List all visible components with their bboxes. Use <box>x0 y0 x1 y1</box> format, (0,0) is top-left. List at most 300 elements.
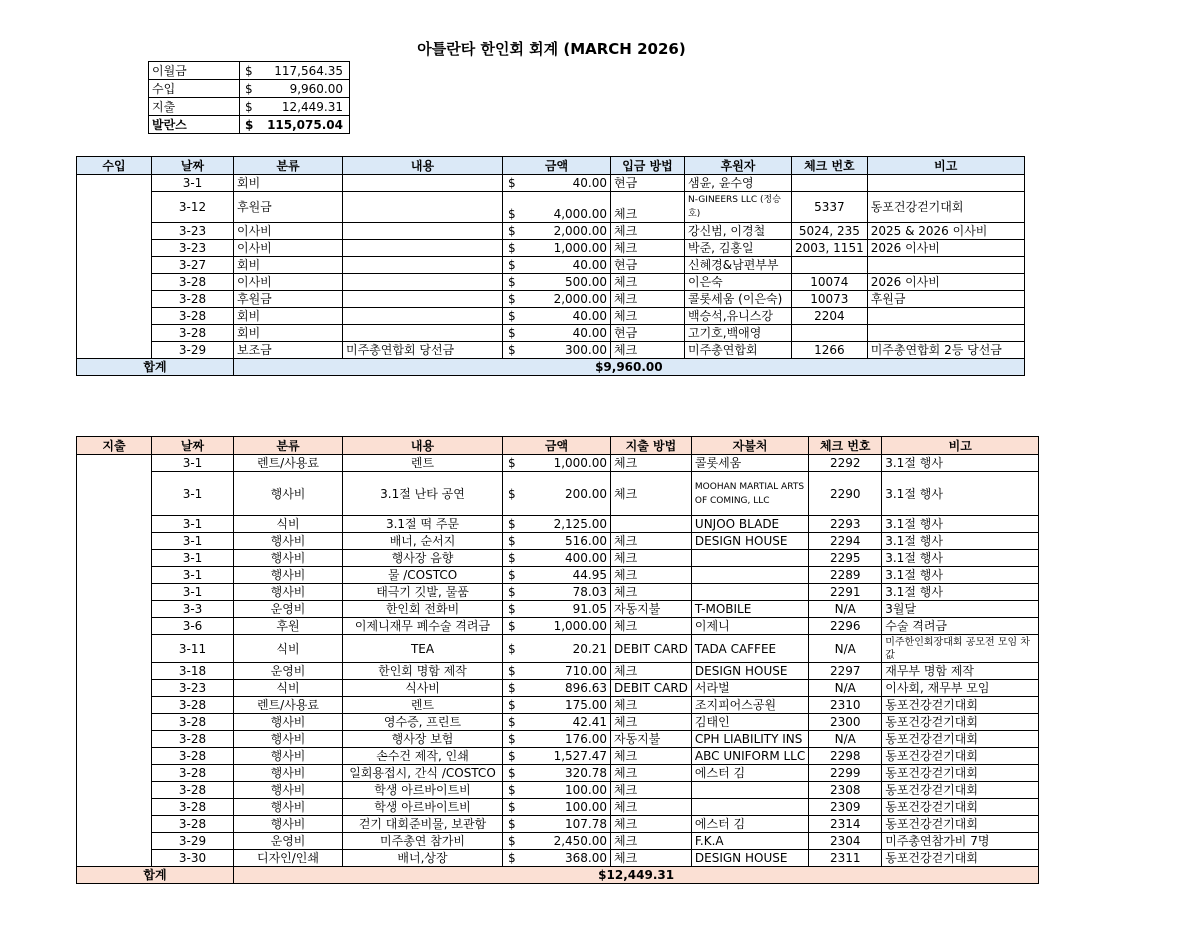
date-cell: 3-28 <box>152 714 234 731</box>
amount-cell: 320.78 <box>523 765 611 782</box>
category-cell: 식비 <box>234 635 343 663</box>
check-number-cell: 10074 <box>792 274 868 291</box>
payee-cell: 조지피어스공원 <box>691 697 808 714</box>
column-header: 내용 <box>343 437 503 455</box>
description-cell: TEA <box>343 635 503 663</box>
column-header: 체크 번호 <box>809 437 882 455</box>
description-cell: 식사비 <box>343 680 503 697</box>
category-cell: 후원 <box>234 618 343 635</box>
currency-cell: $ <box>503 635 523 663</box>
check-number-cell: 2295 <box>809 550 882 567</box>
check-number-cell: 2296 <box>809 618 882 635</box>
column-header: 입금 방법 <box>611 157 685 175</box>
category-cell: 행사비 <box>234 472 343 516</box>
note-cell: 3.1절 행사 <box>882 516 1039 533</box>
category-cell: 행사비 <box>234 731 343 748</box>
amount-cell: 175.00 <box>523 697 611 714</box>
amount-cell: 44.95 <box>523 567 611 584</box>
date-cell: 3-29 <box>152 342 234 359</box>
note-cell <box>867 175 1024 192</box>
category-cell: 행사비 <box>234 584 343 601</box>
table-row <box>77 325 1025 342</box>
category-cell: 회비 <box>234 325 343 342</box>
payee-cell: N-GINEERS LLC (정승호) <box>685 192 792 223</box>
date-cell: 3-27 <box>152 257 234 274</box>
payee-cell: 신혜경&남편부부 <box>685 257 792 274</box>
table-row <box>77 799 1039 816</box>
amount-cell: 200.00 <box>523 472 611 516</box>
amount-cell: 78.03 <box>523 584 611 601</box>
payee-cell: TADA CAFFEE <box>691 635 808 663</box>
amount-cell: 710.00 <box>523 663 611 680</box>
table-row <box>77 782 1039 799</box>
description-cell: 행사장 음향 <box>343 550 503 567</box>
currency-cell: $ <box>503 308 523 325</box>
check-number-cell: 2292 <box>809 455 882 472</box>
table-row <box>77 601 1039 618</box>
date-cell: 3-18 <box>152 663 234 680</box>
category-cell: 이사비 <box>234 274 343 291</box>
column-header: 지출 방법 <box>611 437 692 455</box>
payee-cell: DESIGN HOUSE <box>691 533 808 550</box>
note-cell: 미주한인회장대회 공모전 모임 차값 <box>882 635 1039 663</box>
description-cell <box>343 291 503 308</box>
amount-cell: 4,000.00 <box>523 192 611 223</box>
method-cell: 체크 <box>611 850 692 867</box>
method-cell: 체크 <box>611 765 692 782</box>
check-number-cell: 2311 <box>809 850 882 867</box>
description-cell: 한인회 명함 제작 <box>343 663 503 680</box>
description-cell: 걷기 대회준비물, 보관함 <box>343 816 503 833</box>
column-header: 비고 <box>867 157 1024 175</box>
date-cell: 3-1 <box>152 472 234 516</box>
summary-currency: $ <box>240 116 259 134</box>
note-cell: 3.1절 행사 <box>882 584 1039 601</box>
description-cell <box>343 192 503 223</box>
summary-label: 지출 <box>149 98 240 116</box>
note-cell: 2026 이사비 <box>867 240 1024 257</box>
amount-cell: 40.00 <box>523 175 611 192</box>
note-cell: 동포건강걷기대회 <box>882 782 1039 799</box>
summary-row <box>149 62 350 80</box>
amount-cell: 1,527.47 <box>523 748 611 765</box>
currency-cell: $ <box>503 533 523 550</box>
method-cell: 체크 <box>611 567 692 584</box>
table-row <box>77 748 1039 765</box>
total-row <box>77 867 1039 884</box>
payee-cell: 백승석,유니스강 <box>685 308 792 325</box>
check-number-cell <box>792 325 868 342</box>
currency-cell: $ <box>503 223 523 240</box>
date-cell: 3-1 <box>152 175 234 192</box>
category-cell: 회비 <box>234 257 343 274</box>
table-row <box>77 680 1039 697</box>
note-cell: 3.1절 행사 <box>882 550 1039 567</box>
column-header: 내용 <box>343 157 503 175</box>
table-row <box>77 731 1039 748</box>
check-number-cell: 2314 <box>809 816 882 833</box>
summary-currency: $ <box>240 80 259 98</box>
summary-value: 117,564.35 <box>258 62 350 80</box>
category-cell: 행사비 <box>234 748 343 765</box>
payee-cell: 서라벌 <box>691 680 808 697</box>
date-cell: 3-1 <box>152 455 234 472</box>
check-number-cell: 2291 <box>809 584 882 601</box>
currency-cell: $ <box>503 748 523 765</box>
check-number-cell: 2309 <box>809 799 882 816</box>
column-header: 후원자 <box>685 157 792 175</box>
check-number-cell: N/A <box>809 601 882 618</box>
column-header: 금액 <box>503 157 611 175</box>
description-cell: 물 /COSTCO <box>343 567 503 584</box>
payee-cell: F.K.A <box>691 833 808 850</box>
date-cell: 3-29 <box>152 833 234 850</box>
method-cell: 체크 <box>611 192 685 223</box>
table-row <box>77 584 1039 601</box>
amount-cell: 107.78 <box>523 816 611 833</box>
description-cell: 이제니재무 폐수술 격려금 <box>343 618 503 635</box>
amount-cell: 1,000.00 <box>523 455 611 472</box>
amount-cell: 2,000.00 <box>523 291 611 308</box>
note-cell: 이사회, 재무부 모임 <box>882 680 1039 697</box>
category-cell: 운영비 <box>234 601 343 618</box>
date-cell: 3-28 <box>152 731 234 748</box>
method-cell: 현금 <box>611 257 685 274</box>
payee-cell: 샘윤, 윤수영 <box>685 175 792 192</box>
category-cell: 회비 <box>234 308 343 325</box>
date-cell: 3-1 <box>152 516 234 533</box>
date-cell: 3-28 <box>152 799 234 816</box>
payee-cell <box>691 550 808 567</box>
category-cell: 행사비 <box>234 782 343 799</box>
payee-cell: MOOHAN MARTIAL ARTS OF COMING, LLC <box>691 472 808 516</box>
summary-label: 이월금 <box>149 62 240 80</box>
method-cell: 체크 <box>611 663 692 680</box>
description-cell: 한인회 전화비 <box>343 601 503 618</box>
payee-cell <box>691 782 808 799</box>
note-cell: 동포건강걷기대회 <box>882 697 1039 714</box>
note-cell: 동포건강걷기대회 <box>882 765 1039 782</box>
check-number-cell: 2298 <box>809 748 882 765</box>
description-cell <box>343 325 503 342</box>
table-row <box>77 472 1039 516</box>
note-cell: 미주총연참가비 7명 <box>882 833 1039 850</box>
date-cell: 3-3 <box>152 601 234 618</box>
summary-value: 9,960.00 <box>258 80 350 98</box>
category-cell: 행사비 <box>234 816 343 833</box>
check-number-cell: N/A <box>809 680 882 697</box>
check-number-cell: 2300 <box>809 714 882 731</box>
category-cell: 행사비 <box>234 533 343 550</box>
method-cell: 체크 <box>611 816 692 833</box>
payee-cell: DESIGN HOUSE <box>691 663 808 680</box>
method-cell: 체크 <box>611 342 685 359</box>
payee-cell: CPH LIABILITY INS <box>691 731 808 748</box>
currency-cell: $ <box>503 325 523 342</box>
table-row <box>77 697 1039 714</box>
table-row <box>77 308 1025 325</box>
check-number-cell: 2299 <box>809 765 882 782</box>
amount-cell: 368.00 <box>523 850 611 867</box>
payee-cell: 콜롯세움 <box>691 455 808 472</box>
description-cell: 학생 아르바이트비 <box>343 799 503 816</box>
report-title: 아틀란타 한인회 회계 (MARCH 2026) <box>417 40 686 58</box>
date-cell: 3-12 <box>152 192 234 223</box>
method-cell: 체크 <box>611 274 685 291</box>
amount-cell: 40.00 <box>523 325 611 342</box>
table-row <box>77 635 1039 663</box>
note-cell: 동포건강걷기대회 <box>882 850 1039 867</box>
description-cell <box>343 175 503 192</box>
payee-cell <box>691 584 808 601</box>
category-cell: 회비 <box>234 175 343 192</box>
category-cell: 식비 <box>234 516 343 533</box>
date-cell: 3-23 <box>152 223 234 240</box>
check-number-cell: 2204 <box>792 308 868 325</box>
category-cell: 운영비 <box>234 833 343 850</box>
category-cell: 운영비 <box>234 663 343 680</box>
payee-cell: 박준, 김홍일 <box>685 240 792 257</box>
currency-cell: $ <box>503 663 523 680</box>
table-row <box>77 274 1025 291</box>
note-cell: 동포건강걷기대회 <box>882 816 1039 833</box>
check-number-cell: 2003, 1151 <box>792 240 868 257</box>
check-number-cell: 2310 <box>809 697 882 714</box>
table-row <box>77 816 1039 833</box>
description-cell <box>343 257 503 274</box>
currency-cell: $ <box>503 516 523 533</box>
amount-cell: 516.00 <box>523 533 611 550</box>
currency-cell: $ <box>503 618 523 635</box>
method-cell: 체크 <box>611 799 692 816</box>
check-number-cell: 5024, 235 <box>792 223 868 240</box>
payee-cell: 이제니 <box>691 618 808 635</box>
summary-value: 115,075.04 <box>258 116 350 134</box>
note-cell: 미주총연합회 2등 당선금 <box>867 342 1024 359</box>
column-header: 날짜 <box>152 437 234 455</box>
method-cell: 체크 <box>611 240 685 257</box>
payee-cell: ABC UNIFORM LLC <box>691 748 808 765</box>
date-cell: 3-23 <box>152 680 234 697</box>
table-row <box>77 833 1039 850</box>
description-cell: 미주총연합회 당선금 <box>343 342 503 359</box>
date-cell: 3-1 <box>152 567 234 584</box>
method-cell: 체크 <box>611 533 692 550</box>
summary-table <box>148 61 350 134</box>
category-cell: 후원금 <box>234 192 343 223</box>
method-cell <box>611 516 692 533</box>
method-cell: 체크 <box>611 472 692 516</box>
date-cell: 3-28 <box>152 816 234 833</box>
description-cell: 일회용접시, 간식 /COSTCO <box>343 765 503 782</box>
currency-cell: $ <box>503 782 523 799</box>
check-number-cell: 10073 <box>792 291 868 308</box>
column-header: 비고 <box>882 437 1039 455</box>
table-row <box>77 240 1025 257</box>
amount-cell: 40.00 <box>523 257 611 274</box>
summary-label: 발란스 <box>149 116 240 134</box>
table-row <box>77 618 1039 635</box>
currency-cell: $ <box>503 731 523 748</box>
category-cell: 행사비 <box>234 799 343 816</box>
column-header: 분류 <box>234 437 343 455</box>
summary-row <box>149 116 350 134</box>
check-number-cell <box>792 175 868 192</box>
currency-cell: $ <box>503 816 523 833</box>
note-cell: 3.1절 행사 <box>882 533 1039 550</box>
method-cell: 체크 <box>611 618 692 635</box>
column-header: 지출 <box>77 437 152 455</box>
note-cell: 수술 격려금 <box>882 618 1039 635</box>
check-number-cell: N/A <box>809 731 882 748</box>
currency-cell: $ <box>503 455 523 472</box>
check-number-cell: 1266 <box>792 342 868 359</box>
description-cell <box>343 240 503 257</box>
currency-cell: $ <box>503 240 523 257</box>
method-cell: 체크 <box>611 714 692 731</box>
table-row <box>77 567 1039 584</box>
currency-cell: $ <box>503 175 523 192</box>
note-cell <box>867 257 1024 274</box>
currency-cell: $ <box>503 342 523 359</box>
total-label: 합계 <box>77 359 234 376</box>
method-cell: 체크 <box>611 833 692 850</box>
note-cell: 3.1절 행사 <box>882 472 1039 516</box>
total-value: $9,960.00 <box>234 359 1025 376</box>
check-number-cell: 2289 <box>809 567 882 584</box>
total-value: $12,449.31 <box>234 867 1039 884</box>
description-cell: 배너,상장 <box>343 850 503 867</box>
table-row <box>77 714 1039 731</box>
method-cell: 현금 <box>611 325 685 342</box>
method-cell: 체크 <box>611 291 685 308</box>
date-cell: 3-1 <box>152 584 234 601</box>
payee-cell <box>691 799 808 816</box>
date-cell: 3-28 <box>152 748 234 765</box>
amount-cell: 100.00 <box>523 782 611 799</box>
description-cell: 영수증, 프린트 <box>343 714 503 731</box>
check-number-cell: 2294 <box>809 533 882 550</box>
description-cell: 미주총연 참가비 <box>343 833 503 850</box>
currency-cell: $ <box>503 192 523 223</box>
summary-row <box>149 98 350 116</box>
amount-cell: 2,125.00 <box>523 516 611 533</box>
payee-cell: 고기호,백애영 <box>685 325 792 342</box>
note-cell: 3.1절 행사 <box>882 455 1039 472</box>
amount-cell: 1,000.00 <box>523 240 611 257</box>
table-row <box>77 663 1039 680</box>
summary-row <box>149 80 350 98</box>
description-cell <box>343 308 503 325</box>
date-cell: 3-30 <box>152 850 234 867</box>
category-cell: 식비 <box>234 680 343 697</box>
check-number-cell: 2293 <box>809 516 882 533</box>
date-cell: 3-28 <box>152 274 234 291</box>
amount-cell: 300.00 <box>523 342 611 359</box>
check-number-cell <box>792 257 868 274</box>
note-cell: 2026 이사비 <box>867 274 1024 291</box>
column-header: 체크 번호 <box>792 157 868 175</box>
method-cell: 체크 <box>611 455 692 472</box>
currency-cell: $ <box>503 567 523 584</box>
amount-cell: 2,000.00 <box>523 223 611 240</box>
date-cell: 3-23 <box>152 240 234 257</box>
currency-cell: $ <box>503 850 523 867</box>
table-row <box>77 257 1025 274</box>
category-cell: 후원금 <box>234 291 343 308</box>
check-number-cell: 2290 <box>809 472 882 516</box>
category-cell: 행사비 <box>234 567 343 584</box>
table-row <box>77 455 1039 472</box>
amount-cell: 20.21 <box>523 635 611 663</box>
payee-cell: 콜롯세움 (이은숙) <box>685 291 792 308</box>
payee-cell: 에스터 김 <box>691 765 808 782</box>
payee-cell: DESIGN HOUSE <box>691 850 808 867</box>
payee-cell: UNJOO BLADE <box>691 516 808 533</box>
method-cell: 체크 <box>611 550 692 567</box>
note-cell: 재무부 명함 제작 <box>882 663 1039 680</box>
date-cell: 3-28 <box>152 782 234 799</box>
note-cell: 동포건강걷기대회 <box>882 748 1039 765</box>
method-cell: 자동지불 <box>611 731 692 748</box>
note-cell: 동포건강걷기대회 <box>882 714 1039 731</box>
category-cell: 행사비 <box>234 550 343 567</box>
description-cell: 렌트 <box>343 697 503 714</box>
check-number-cell: N/A <box>809 635 882 663</box>
column-header: 자불처 <box>691 437 808 455</box>
payee-cell: T-MOBILE <box>691 601 808 618</box>
currency-cell: $ <box>503 274 523 291</box>
amount-cell: 2,450.00 <box>523 833 611 850</box>
amount-cell: 100.00 <box>523 799 611 816</box>
summary-value: 12,449.31 <box>258 98 350 116</box>
description-cell: 태극기 깃발, 물품 <box>343 584 503 601</box>
currency-cell: $ <box>503 714 523 731</box>
note-cell <box>867 325 1024 342</box>
table-row <box>77 223 1025 240</box>
payee-cell: 에스터 김 <box>691 816 808 833</box>
category-cell: 디자인/인쇄 <box>234 850 343 867</box>
amount-cell: 896.63 <box>523 680 611 697</box>
income-table <box>76 156 1025 376</box>
payee-cell: 미주총연합회 <box>685 342 792 359</box>
currency-cell: $ <box>503 257 523 274</box>
payee-cell <box>691 567 808 584</box>
table-row <box>77 342 1025 359</box>
description-cell <box>343 274 503 291</box>
table-row <box>77 550 1039 567</box>
description-cell: 배너, 순서지 <box>343 533 503 550</box>
table-row <box>77 192 1025 223</box>
category-cell: 행사비 <box>234 714 343 731</box>
date-cell: 3-6 <box>152 618 234 635</box>
note-cell: 3.1절 행사 <box>882 567 1039 584</box>
note-cell: 후원금 <box>867 291 1024 308</box>
table-row <box>77 516 1039 533</box>
description-cell: 렌트 <box>343 455 503 472</box>
total-label: 합계 <box>77 867 234 884</box>
amount-cell: 1,000.00 <box>523 618 611 635</box>
method-cell: 자동지불 <box>611 601 692 618</box>
method-cell: DEBIT CARD <box>611 635 692 663</box>
currency-cell: $ <box>503 680 523 697</box>
amount-cell: 40.00 <box>523 308 611 325</box>
section-side-cell <box>77 175 152 359</box>
note-cell: 2025 & 2026 이사비 <box>867 223 1024 240</box>
note-cell: 동포건강걷기대회 <box>882 731 1039 748</box>
amount-cell: 176.00 <box>523 731 611 748</box>
column-header: 금액 <box>503 437 611 455</box>
